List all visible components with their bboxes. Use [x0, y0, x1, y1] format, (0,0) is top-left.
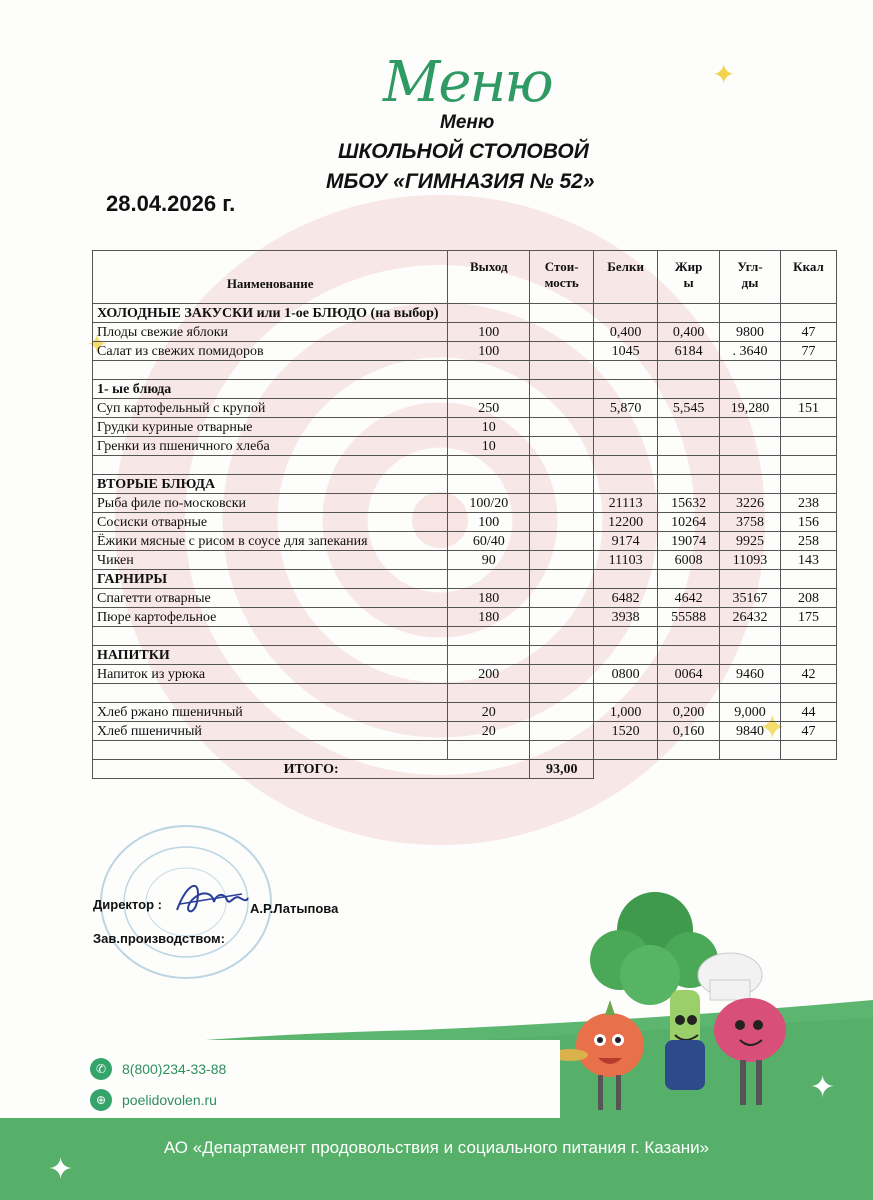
dish-carbs: 3226 [720, 494, 781, 513]
dish-fat: 5,545 [658, 399, 720, 418]
col-header-name: Наименование [93, 251, 448, 304]
dish-kcal [780, 437, 836, 456]
dish-output: 20 [448, 722, 530, 741]
empty-cell [658, 646, 720, 665]
empty-cell [720, 646, 781, 665]
dish-carbs: 9925 [720, 532, 781, 551]
col-header-protein: Белки [594, 251, 658, 304]
table-row [93, 532, 837, 551]
empty-cell [658, 627, 720, 646]
total-label: ИТОГО: [93, 760, 530, 779]
empty-cell [93, 361, 448, 380]
section-row [93, 570, 837, 589]
section-row [93, 646, 837, 665]
dish-carbs: 9460 [720, 665, 781, 684]
empty-cell [93, 627, 448, 646]
empty-cell [530, 627, 594, 646]
empty-cell [594, 684, 658, 703]
dish-cost [530, 532, 594, 551]
dish-carbs: 19,280 [720, 399, 781, 418]
empty-cell [780, 304, 836, 323]
empty-cell [594, 380, 658, 399]
dish-protein: 3938 [594, 608, 658, 627]
empty-cell [658, 475, 720, 494]
table-row [93, 589, 837, 608]
empty-cell [530, 475, 594, 494]
dish-output: 180 [448, 589, 530, 608]
production-manager-label: Зав.производством: [93, 931, 225, 946]
dish-cost [530, 551, 594, 570]
empty-cell [530, 570, 594, 589]
empty-cell [720, 627, 781, 646]
dish-protein [594, 418, 658, 437]
empty-cell [720, 361, 781, 380]
dish-carbs: 9,000 [720, 703, 781, 722]
dish-fat: 19074 [658, 532, 720, 551]
empty-cell [658, 684, 720, 703]
empty-cell [720, 570, 781, 589]
empty-cell [594, 646, 658, 665]
director-signature [172, 872, 252, 922]
empty-cell [720, 475, 781, 494]
dish-fat: 0064 [658, 665, 720, 684]
dish-output: 100 [448, 342, 530, 361]
dish-cost [530, 323, 594, 342]
dish-cost [530, 494, 594, 513]
dish-name: Напиток из урюка [93, 665, 448, 684]
empty-cell [448, 304, 530, 323]
dish-kcal: 208 [780, 589, 836, 608]
dish-protein: 11103 [594, 551, 658, 570]
empty-cell [448, 475, 530, 494]
table-header-row [93, 251, 837, 304]
dish-protein: 0800 [594, 665, 658, 684]
total-value: 93,00 [530, 760, 594, 779]
empty-cell [93, 684, 448, 703]
dish-kcal: 175 [780, 608, 836, 627]
dish-cost [530, 513, 594, 532]
empty-cell [780, 684, 836, 703]
dish-name: Гренки из пшеничного хлеба [93, 437, 448, 456]
empty-cell [594, 475, 658, 494]
dish-carbs: 35167 [720, 589, 781, 608]
dish-output: 10 [448, 437, 530, 456]
empty-cell [448, 646, 530, 665]
empty-cell [658, 304, 720, 323]
title-line-3: МБОУ «ГИМНАЗИЯ № 52» [326, 170, 595, 193]
contact-website [90, 1089, 217, 1111]
table-row [93, 551, 837, 570]
sparkle-icon: ✦ [810, 1070, 836, 1105]
dish-name: Плоды свежие яблоки [93, 323, 448, 342]
dish-fat: 10264 [658, 513, 720, 532]
dish-cost [530, 589, 594, 608]
dish-cost [530, 437, 594, 456]
dish-name: Пюре картофельное [93, 608, 448, 627]
dish-protein: 21113 [594, 494, 658, 513]
section-title: ВТОРЫЕ БЛЮДА [93, 475, 448, 494]
empty-cell [594, 361, 658, 380]
dish-name: Сосиски отварные [93, 513, 448, 532]
empty-cell [530, 684, 594, 703]
empty-cell [530, 646, 594, 665]
empty-cell [780, 627, 836, 646]
website-link[interactable]: poelidovolen.ru [122, 1092, 217, 1108]
empty-cell [448, 570, 530, 589]
dish-cost [530, 399, 594, 418]
dish-output: 180 [448, 608, 530, 627]
dish-name: Рыба филе по-московски [93, 494, 448, 513]
dish-fat: 4642 [658, 589, 720, 608]
empty-cell [658, 570, 720, 589]
empty-cell [530, 361, 594, 380]
dish-carbs: 3758 [720, 513, 781, 532]
title-line-2: ШКОЛЬНОЙ СТОЛОВОЙ [338, 140, 589, 163]
menu-table [92, 250, 837, 779]
dish-fat: 6008 [658, 551, 720, 570]
dish-output: 250 [448, 399, 530, 418]
dish-cost [530, 665, 594, 684]
dish-protein: 12200 [594, 513, 658, 532]
vegetable-mascots-illustration [560, 880, 820, 1130]
table-row [93, 703, 837, 722]
empty-cell [780, 380, 836, 399]
globe-icon: ⊕ [90, 1089, 112, 1111]
empty-cell [720, 304, 781, 323]
dish-name: Спагетти отварные [93, 589, 448, 608]
empty-cell [448, 380, 530, 399]
section-title: ГАРНИРЫ [93, 570, 448, 589]
empty-cell [720, 684, 781, 703]
section-row [93, 475, 837, 494]
dish-protein: 9174 [594, 532, 658, 551]
table-row [93, 323, 837, 342]
dish-kcal: 47 [780, 323, 836, 342]
empty-cell [720, 741, 781, 760]
table-row [93, 608, 837, 627]
empty-cell [530, 741, 594, 760]
dish-cost [530, 608, 594, 627]
total-row [93, 760, 837, 779]
section-row [93, 380, 837, 399]
dish-protein: 1,000 [594, 703, 658, 722]
dish-fat [658, 418, 720, 437]
col-header-kcal: Ккал [780, 251, 836, 304]
empty-cell [780, 741, 836, 760]
dish-output: 90 [448, 551, 530, 570]
empty-cell [530, 380, 594, 399]
empty-cell [448, 361, 530, 380]
dish-output: 20 [448, 703, 530, 722]
dish-cost [530, 342, 594, 361]
director-label: Директор : [93, 897, 162, 912]
dish-name: Ёжики мясные с рисом в соусе для запекания [93, 532, 448, 551]
sparkle-icon: ✦ [758, 708, 787, 748]
empty-cell [780, 456, 836, 475]
dish-name: Чикен [93, 551, 448, 570]
dish-kcal: 42 [780, 665, 836, 684]
col-header-fat: Жир ы [658, 251, 720, 304]
dish-output: 100 [448, 513, 530, 532]
dish-carbs: 11093 [720, 551, 781, 570]
dish-fat: 0,200 [658, 703, 720, 722]
dish-fat [658, 437, 720, 456]
dish-output: 100 [448, 323, 530, 342]
dish-fat: 0,400 [658, 323, 720, 342]
dish-output: 200 [448, 665, 530, 684]
dish-kcal: 44 [780, 703, 836, 722]
sparkle-icon: ✦ [712, 58, 736, 91]
empty-cell [594, 456, 658, 475]
dish-kcal: 238 [780, 494, 836, 513]
empty-cell [93, 741, 448, 760]
blank-row [93, 627, 837, 646]
empty-cell [658, 380, 720, 399]
dish-protein [594, 437, 658, 456]
empty-cell [780, 361, 836, 380]
blank-row [93, 684, 837, 703]
table-row [93, 665, 837, 684]
dish-protein: 5,870 [594, 399, 658, 418]
dish-name: Хлеб пшеничный [93, 722, 448, 741]
col-header-carbs: Угл- ды [720, 251, 781, 304]
sparkle-icon: ✦ [48, 1152, 74, 1187]
table-row [93, 399, 837, 418]
dish-protein: 1520 [594, 722, 658, 741]
empty-cell [448, 627, 530, 646]
dish-protein: 1045 [594, 342, 658, 361]
table-row [93, 437, 837, 456]
menu-date: 28.04.2026 г. [106, 191, 236, 216]
dish-carbs: 9800 [720, 323, 781, 342]
dish-carbs: 26432 [720, 608, 781, 627]
dish-carbs: . 3640 [720, 342, 781, 361]
dish-carbs [720, 418, 781, 437]
dish-carbs: 9840 [720, 722, 781, 741]
dish-name: Суп картофельный с крупой [93, 399, 448, 418]
empty-cell [658, 361, 720, 380]
dish-output: 60/40 [448, 532, 530, 551]
empty-cell [594, 570, 658, 589]
empty-cell [658, 741, 720, 760]
section-title: НАПИТКИ [93, 646, 448, 665]
section-title: ХОЛОДНЫЕ ЗАКУСКИ или 1-ое БЛЮДО (на выбор) [93, 304, 448, 323]
col-header-output: Выход [448, 251, 530, 304]
empty-cell [448, 741, 530, 760]
contact-phone [90, 1058, 226, 1080]
empty-cell [448, 456, 530, 475]
section-title: 1- ые блюда [93, 380, 448, 399]
empty-cell [594, 741, 658, 760]
empty-cell [780, 646, 836, 665]
dish-output: 100/20 [448, 494, 530, 513]
col-header-cost: Стои- мость [530, 251, 594, 304]
dish-kcal: 151 [780, 399, 836, 418]
dish-protein: 6482 [594, 589, 658, 608]
empty-cell [530, 304, 594, 323]
table-row [93, 342, 837, 361]
phone-icon: ✆ [90, 1058, 112, 1080]
section-row [93, 304, 837, 323]
table-row [93, 722, 837, 741]
dish-kcal [780, 418, 836, 437]
table-row [93, 418, 837, 437]
empty-cell [93, 456, 448, 475]
dish-kcal: 156 [780, 513, 836, 532]
table-row [93, 494, 837, 513]
empty-cell [594, 627, 658, 646]
dish-protein: 0,400 [594, 323, 658, 342]
sparkle-icon: ✦ [86, 330, 108, 360]
empty-cell [720, 380, 781, 399]
dish-carbs [720, 437, 781, 456]
blank-row [93, 361, 837, 380]
empty-cell [780, 570, 836, 589]
empty-cell [720, 456, 781, 475]
dish-kcal: 77 [780, 342, 836, 361]
empty-cell [530, 456, 594, 475]
dish-kcal: 47 [780, 722, 836, 741]
title-line-1: Меню [440, 112, 495, 133]
empty-cell [448, 684, 530, 703]
dish-cost [530, 418, 594, 437]
empty-cell [594, 304, 658, 323]
dish-fat: 6184 [658, 342, 720, 361]
table-row [93, 513, 837, 532]
dish-name: Хлеб ржано пшеничный [93, 703, 448, 722]
dish-fat: 55588 [658, 608, 720, 627]
dish-fat: 0,160 [658, 722, 720, 741]
script-menu-logo: Меню [383, 50, 552, 115]
blank-row [93, 741, 837, 760]
phone-number: 8(800)234-33-88 [122, 1061, 227, 1077]
footer-organization: АО «Департамент продовольствия и социального питания г. Казани» [163, 1138, 710, 1157]
dish-cost [530, 722, 594, 741]
dish-name: Салат из свежих помидоров [93, 342, 448, 361]
director-name: А.Р.Латыпова [250, 901, 339, 916]
blank-row [93, 456, 837, 475]
dish-fat: 15632 [658, 494, 720, 513]
dish-name: Грудки куриные отварные [93, 418, 448, 437]
empty-cell [658, 456, 720, 475]
empty-cell [780, 475, 836, 494]
dish-kcal: 258 [780, 532, 836, 551]
dish-kcal: 143 [780, 551, 836, 570]
dish-output: 10 [448, 418, 530, 437]
dish-cost [530, 703, 594, 722]
